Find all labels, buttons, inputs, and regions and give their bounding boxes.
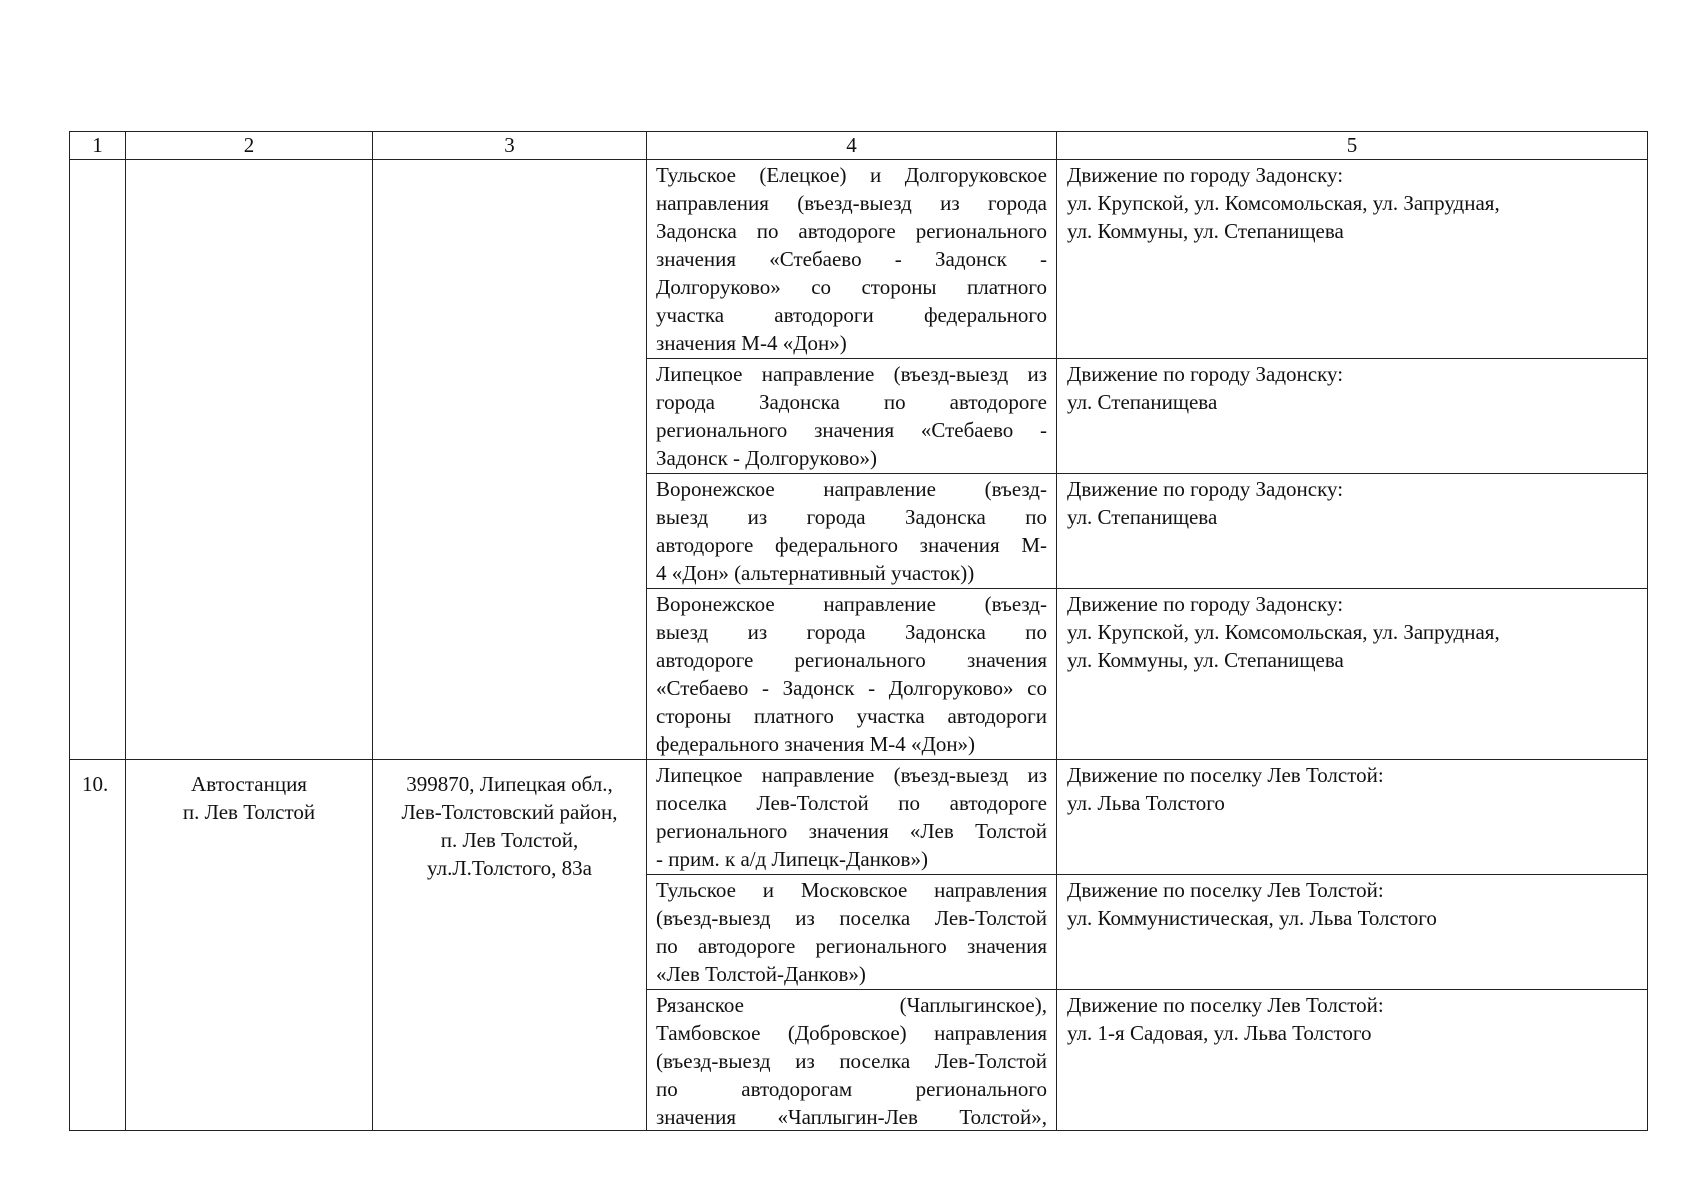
direction-line: значения «Чаплыгин-Лев Толстой», (656, 1105, 1047, 1129)
direction-line: регионального значения «Стебаево - (656, 418, 1047, 442)
direction-line: (въезд-выезд из поселка Лев-Толстой (656, 906, 1047, 930)
direction-line: автодороге федерального значения М- (656, 533, 1047, 557)
direction-cell (647, 474, 1057, 589)
number-cell-empty (70, 160, 126, 760)
direction-line: направления (въезд-выезд из города (656, 191, 1047, 215)
direction-line: Рязанское (Чаплыгинское), (656, 993, 1047, 1017)
direction-cell (647, 359, 1057, 474)
direction-line: значения «Стебаево - Задонск - (656, 247, 1047, 271)
header-row (70, 132, 1648, 160)
address-line: 399870, Липецкая обл., (406, 772, 613, 796)
col-header-4: 4 (647, 132, 1057, 160)
col-header-5: 5 (1057, 132, 1648, 160)
route-cell (1057, 359, 1648, 474)
direction-line: города Задонска по автодороге (656, 390, 1047, 414)
route-line: Движение по поселку Лев Толстой: (1067, 878, 1384, 902)
direction-line: Воронежское направление (въезд- (656, 592, 1047, 616)
direction-line: Воронежское направление (въезд- (656, 477, 1047, 501)
route-line: ул. Коммунистическая, ул. Льва Толстого (1067, 906, 1437, 930)
entry-number: 10. (70, 760, 126, 1131)
direction-line: Тульское и Московское направления (656, 878, 1047, 902)
route-line: ул. Коммуны, ул. Степанищева (1067, 219, 1344, 243)
direction-line: значения М-4 «Дон») (656, 331, 847, 355)
route-cell (1057, 875, 1648, 990)
direction-line: Задонска по автодороге регионального (656, 219, 1047, 243)
route-line: ул. Крупской, ул. Комсомольская, ул. Запрудная, (1067, 191, 1500, 215)
route-line: Движение по городу Задонску: (1067, 592, 1344, 616)
table-row (70, 760, 1648, 875)
station-address-cell (373, 760, 647, 1131)
route-cell (1057, 589, 1648, 760)
route-line: Движение по городу Задонску: (1067, 163, 1344, 187)
col-header-2: 2 (126, 132, 373, 160)
direction-line: стороны платного участка автодороги (656, 704, 1047, 728)
route-line: Движение по городу Задонску: (1067, 362, 1344, 386)
direction-cell (647, 990, 1057, 1131)
direction-line: по автодорогам регионального (656, 1077, 1047, 1101)
station-name-cell (126, 760, 373, 1131)
direction-line: Липецкое направление (въезд-выезд из (656, 763, 1047, 787)
direction-line: выезд из города Задонска по (656, 620, 1047, 644)
route-cell (1057, 160, 1648, 359)
direction-line: выезд из города Задонска по (656, 505, 1047, 529)
address-line: Лев-Толстовский район, (401, 800, 618, 824)
route-line: Движение по поселку Лев Толстой: (1067, 763, 1384, 787)
address-cell-empty (373, 160, 647, 760)
direction-line: Тульское (Елецкое) и Долгоруковское (656, 163, 1047, 187)
direction-cell (647, 589, 1057, 760)
route-line: ул. Степанищева (1067, 505, 1218, 529)
direction-line: Липецкое направление (въезд-выезд из (656, 362, 1047, 386)
route-line: ул. Льва Толстого (1067, 791, 1225, 815)
route-line: Движение по городу Задонску: (1067, 477, 1344, 501)
route-line: ул. Крупской, ул. Комсомольская, ул. Запрудная, (1067, 620, 1500, 644)
station-name-line: п. Лев Толстой (182, 800, 316, 824)
route-line: Движение по поселку Лев Толстой: (1067, 993, 1384, 1017)
route-cell (1057, 474, 1648, 589)
col-header-1: 1 (70, 132, 126, 160)
direction-line: Задонск - Долгоруково») (656, 446, 878, 470)
direction-line: участка автодороги федерального (656, 303, 1047, 327)
direction-line: Долгоруково» со стороны платного (656, 275, 1047, 299)
direction-line: по автодороге регионального значения (656, 934, 1047, 958)
route-cell (1057, 990, 1648, 1131)
direction-clip (656, 991, 1047, 1129)
station-name-line: Автостанция (191, 772, 307, 796)
direction-cell (647, 160, 1057, 359)
station-cell-empty (126, 160, 373, 760)
direction-line: (въезд-выезд из поселка Лев-Толстой (656, 1049, 1047, 1073)
col-header-3: 3 (373, 132, 647, 160)
direction-line: регионального значения «Лев Толстой (656, 819, 1047, 843)
route-line: ул. Степанищева (1067, 390, 1218, 414)
direction-line: Тамбовское (Добровское) направления (656, 1021, 1047, 1045)
routes-table (69, 131, 1648, 1131)
address-line: ул.Л.Толстого, 83а (427, 856, 592, 880)
direction-line: 4 «Дон» (альтернативный участок)) (656, 561, 975, 585)
address-line: п. Лев Толстой, (440, 828, 579, 852)
direction-line: - прим. к а/д Липецк-Данков») (656, 847, 928, 871)
direction-cell (647, 875, 1057, 990)
direction-line: поселка Лев-Толстой по автодороге (656, 791, 1047, 815)
route-line: ул. Коммуны, ул. Степанищева (1067, 648, 1344, 672)
table-row (70, 160, 1648, 359)
direction-line: «Стебаево - Задонск - Долгоруково» со (656, 676, 1047, 700)
direction-cell (647, 760, 1057, 875)
direction-line: «Лев Толстой-Данков») (656, 962, 866, 986)
route-line: ул. 1-я Садовая, ул. Льва Толстого (1067, 1021, 1372, 1045)
direction-line: федерального значения М-4 «Дон») (656, 732, 976, 756)
direction-line: автодороге регионального значения (656, 648, 1047, 672)
route-cell (1057, 760, 1648, 875)
